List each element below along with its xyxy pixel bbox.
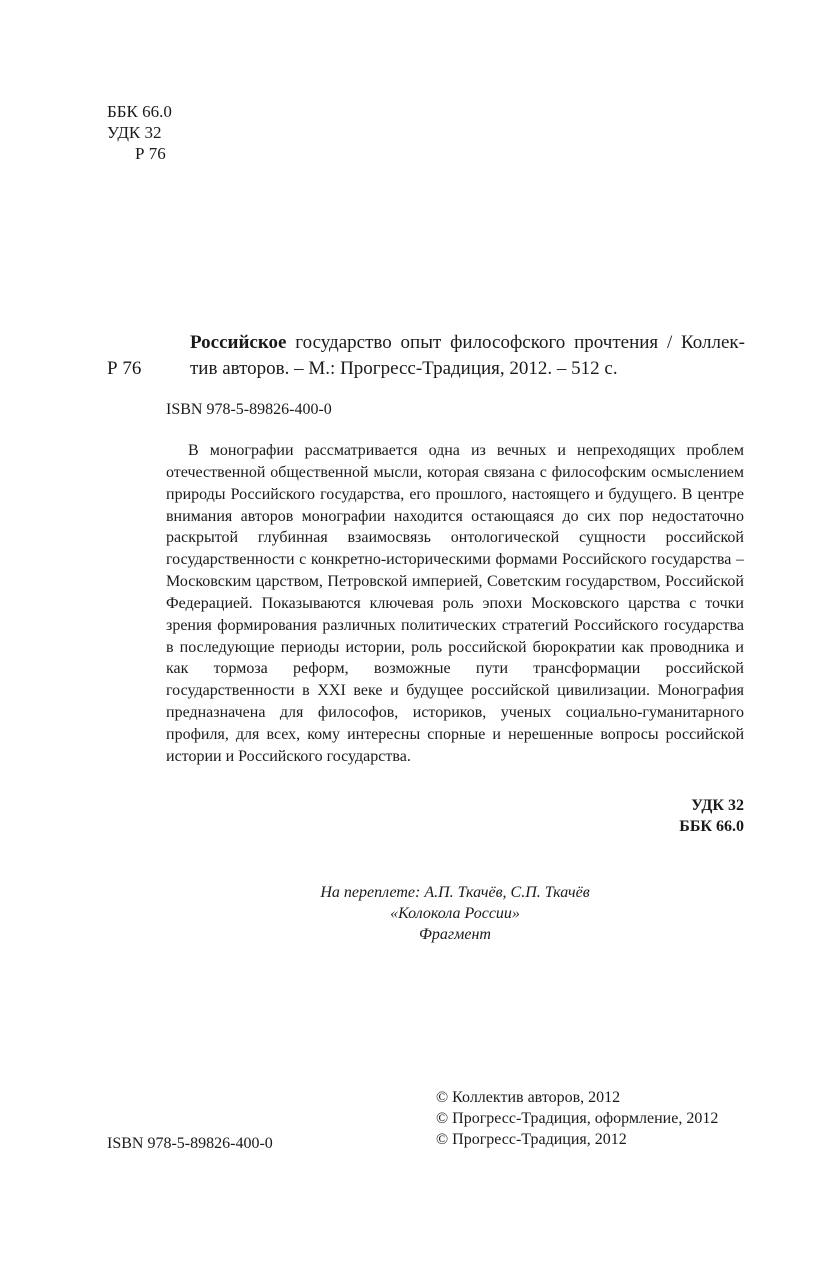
abstract-text: В монографии рассматривается одна из вечных и непреходящих проблем отечественной общественной мысли, которая связана с философским осмыслением природы Российского государства, его прошлого, настоящего и будущего. В центре внимания авторов монографии находится остающаяся до сих пор недостаточно раскрытой глубинная взаимосвязь онтологической сущности российской государственности с конкретно-историческими формами Российского государства – Московским царством, Петровской империей, Советским государством, Российской Федерацией. Показываются ключевая роль эпохи Московского царства с точки зрения формирования различных политических стратегий Российского государства в последующие периоды истории, роль российской бюрократии как проводника и как тормоза реформ, возможные пути трансформации российской государственности в XXI веке и будущее российской цивилизации. Монография предназначена для философов, историков, ученых социально-гуманитарного профиля, для всех, кому интересны спорные и нерешенные вопросы российской истории и Российского государства. bbox=[166, 442, 744, 765]
isbn-bottom: ISBN 978-5-89826-400-0 bbox=[107, 1135, 273, 1152]
cover-credit bbox=[166, 882, 744, 945]
entry-line-2: тив авторов. – М.: Прогресс-Традиция, 2012. – 512 с. bbox=[190, 358, 618, 379]
bbk-code-right: ББК 66.0 bbox=[679, 818, 744, 835]
isbn-top: ISBN 978-5-89826-400-0 bbox=[166, 401, 332, 418]
cover-credit-line-3: Фрагмент bbox=[419, 926, 491, 943]
abstract bbox=[166, 440, 744, 768]
entry-line-1 bbox=[190, 330, 745, 356]
cover-credit-line-1: На переплете: А.П. Ткачёв, С.П. Ткачёв bbox=[320, 884, 590, 901]
classification-codes bbox=[107, 101, 172, 164]
entry-title-rest: государство опыт философского прочтения / Коллек- bbox=[286, 332, 745, 353]
copyright-line-3: © Прогресс-Традиция, 2012 bbox=[436, 1131, 627, 1148]
codes-right bbox=[679, 795, 744, 837]
udk-code-right: УДК 32 bbox=[691, 797, 744, 814]
cover-credit-line-2: «Колокола России» bbox=[390, 905, 520, 922]
copyright-line-2: © Прогресс-Традиция, оформление, 2012 bbox=[436, 1110, 719, 1127]
copyright-line-1: © Коллектив авторов, 2012 bbox=[436, 1089, 621, 1106]
bibliographic-entry bbox=[190, 330, 745, 382]
bbk-code: ББК 66.0 bbox=[107, 102, 172, 121]
copyright-block bbox=[436, 1087, 718, 1150]
udk-code: УДК 32 bbox=[107, 123, 162, 142]
entry-side-mark: Р 76 bbox=[107, 358, 142, 379]
author-mark: Р 76 bbox=[135, 144, 166, 163]
entry-title-bold: Российское bbox=[190, 332, 287, 353]
